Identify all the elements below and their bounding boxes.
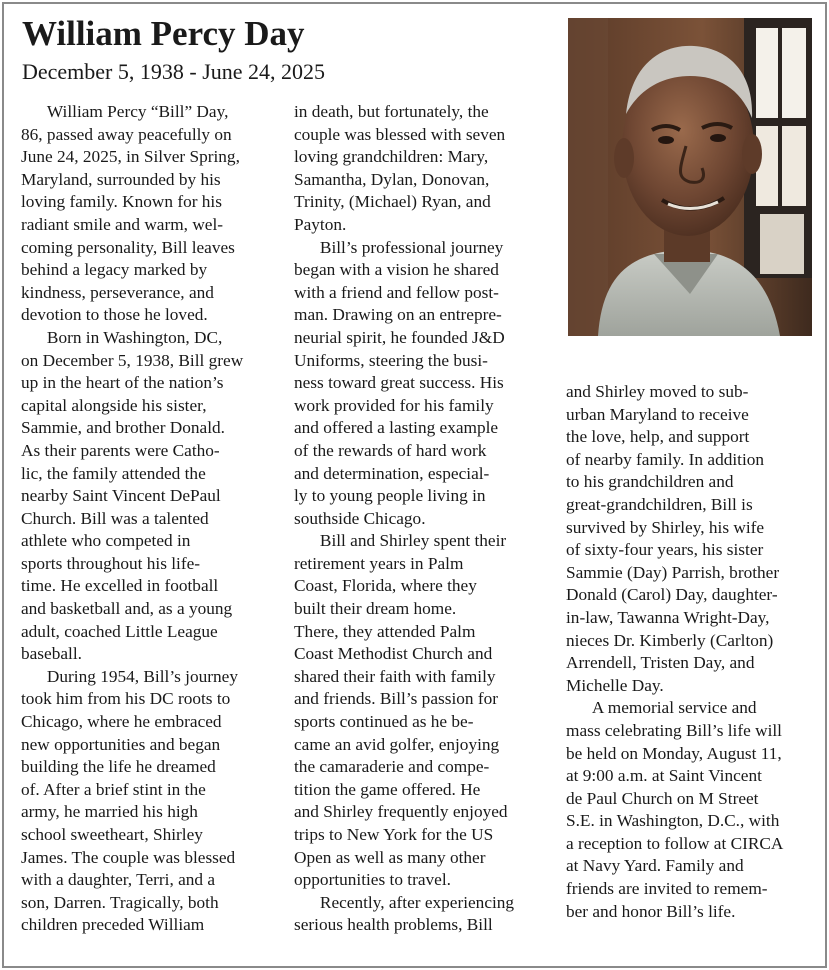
text-line: Maryland, surrounded by his	[21, 169, 221, 189]
text-line: couple was blessed with seven	[294, 124, 506, 144]
text-line: southside Chicago.	[294, 508, 426, 528]
text-line: June 24, 2025, in Silver Spring,	[21, 147, 240, 167]
text-line: opportunities to travel.	[294, 870, 451, 890]
text-line: Recently, after experiencing	[294, 892, 515, 912]
text-line: Arrendell, Tristen Day, and	[566, 653, 755, 673]
text-line: to his grandchildren and	[566, 472, 734, 492]
text-line: in-law, Tawanna Wright-Day,	[566, 607, 770, 627]
text-line: of sixty-four years, his sister	[566, 540, 764, 560]
text-line: adult, coached Little League	[21, 621, 218, 641]
text-line: retirement years in Palm	[294, 553, 464, 573]
text-line: Chicago, where he embraced	[21, 712, 222, 732]
text-line: Church. Bill was a talented	[21, 508, 209, 528]
text-line: and Shirley moved to sub-	[566, 382, 749, 401]
text-line: loving family. Known for his	[21, 192, 222, 212]
text-line: friends are invited to remem-	[566, 879, 768, 899]
text-line: loving grandchildren: Mary,	[294, 147, 489, 167]
text-column-2	[294, 101, 556, 937]
text-line: new opportunities and began	[21, 734, 221, 754]
text-line: in death, but fortunately, the	[294, 102, 489, 121]
text-line: Donald (Carol) Day, daughter-	[566, 585, 778, 605]
text-line: sports continued as he be-	[294, 712, 474, 732]
text-line: and offered a lasting example	[294, 418, 499, 438]
text-line: Born in Washington, DC,	[21, 327, 223, 347]
text-line: of. After a brief stint in the	[21, 779, 206, 799]
text-line: began with a vision he shared	[294, 260, 499, 280]
text-line: nieces Dr. Kimberly (Carlton)	[566, 630, 774, 650]
text-line: built their dream home.	[294, 599, 457, 619]
text-line: army, he married his high	[21, 802, 198, 822]
text-line: and friends. Bill’s passion for	[294, 689, 498, 709]
text-line: children preceded William	[21, 915, 205, 935]
text-line: shared their faith with family	[294, 666, 496, 686]
text-line: Uniforms, steering the busi-	[294, 350, 488, 370]
text-line: Bill and Shirley spent their	[294, 531, 507, 551]
text-line: As their parents were Catho-	[21, 440, 220, 460]
text-line: Open as well as many other	[294, 847, 486, 867]
text-line: During 1954, Bill’s journey	[21, 666, 238, 686]
text-line: up in the heart of the nation’s	[21, 373, 224, 393]
text-line: Bill’s professional journey	[294, 237, 504, 257]
text-column-3	[566, 381, 822, 923]
text-line: behind a legacy marked by	[21, 260, 208, 280]
text-line: great-grandchildren, Bill is	[566, 494, 753, 514]
text-line: Sammie (Day) Parrish, brother	[566, 562, 780, 582]
text-line: be held on Monday, August 11,	[566, 743, 782, 763]
text-line: the camaraderie and compe-	[294, 757, 490, 777]
text-line: urban Maryland to receive	[566, 404, 749, 424]
obituary-name: William Percy Day	[22, 14, 305, 53]
text-line: James. The couple was blessed	[21, 847, 236, 867]
portrait-image	[568, 18, 812, 336]
text-line: ly to young people living in	[294, 486, 486, 506]
obituary-dates: December 5, 1938 - June 24, 2025	[22, 59, 326, 84]
portrait-photo	[568, 18, 812, 336]
text-line: came an avid golfer, enjoying	[294, 734, 500, 754]
text-line: time. He excelled in football	[21, 576, 219, 596]
text-line: S.E. in Washington, D.C., with	[566, 811, 780, 831]
text-line: took him from his DC roots to	[21, 689, 231, 709]
text-line: work provided for his family	[294, 395, 494, 415]
text-line: the love, help, and support	[566, 427, 750, 447]
text-line: with a daughter, Terri, and a	[21, 870, 216, 890]
text-line: capital alongside his sister,	[21, 395, 207, 415]
text-line: neurial spirit, he founded J&D	[294, 327, 505, 347]
text-line: and basketball and, as a young	[21, 599, 233, 619]
text-line: trips to New York for the US	[294, 825, 494, 844]
text-line: nearby Saint Vincent DePaul	[21, 486, 221, 506]
text-line: on December 5, 1938, Bill grew	[21, 350, 244, 370]
text-line: a reception to follow at CIRCA	[566, 833, 784, 853]
text-line: tition the game offered. He	[294, 779, 481, 799]
text-line: coming personality, Bill leaves	[21, 237, 235, 257]
text-line: ness toward great success. His	[294, 373, 504, 393]
text-line: mass celebrating Bill’s life will	[566, 720, 782, 740]
text-line: at 9:00 a.m. at Saint Vincent	[566, 766, 762, 786]
text-line: school sweetheart, Shirley	[21, 825, 203, 844]
text-line: A memorial service and	[566, 698, 757, 718]
text-line: sports throughout his life-	[21, 553, 201, 573]
text-line: Michelle Day.	[566, 675, 664, 695]
text-line: serious health problems, Bill	[294, 915, 493, 935]
text-line: 86, passed away peacefully on	[21, 124, 232, 144]
text-line: Sammie, and brother Donald.	[21, 418, 225, 438]
text-line: lic, the family attended the	[21, 463, 206, 483]
text-line: William Percy “Bill” Day,	[21, 102, 229, 121]
text-line: of the rewards of hard work	[294, 440, 487, 460]
text-line: Coast Methodist Church and	[294, 644, 493, 664]
text-line: survived by Shirley, his wife	[566, 517, 765, 537]
text-line: and Shirley frequently enjoyed	[294, 802, 508, 822]
text-line: radiant smile and warm, wel-	[21, 214, 224, 234]
text-line: man. Drawing on an entrepre-	[294, 305, 502, 325]
text-line: with a friend and fellow post-	[294, 282, 499, 302]
text-line: Samantha, Dylan, Donovan,	[294, 169, 490, 189]
text-line: Trinity, (Michael) Ryan, and	[294, 192, 491, 212]
text-line: and determination, especial-	[294, 463, 490, 483]
text-line: ber and honor Bill’s life.	[566, 901, 736, 921]
text-line: of nearby family. In addition	[566, 449, 765, 469]
text-line: building the life he dreamed	[21, 757, 216, 777]
text-line: kindness, perseverance, and	[21, 282, 214, 302]
text-line: Payton.	[294, 214, 347, 234]
text-column-1	[21, 101, 283, 937]
text-line: Coast, Florida, where they	[294, 576, 477, 596]
text-line: devotion to those he loved.	[21, 305, 208, 325]
text-line: athlete who competed in	[21, 531, 191, 551]
text-line: son, Darren. Tragically, both	[21, 892, 219, 912]
text-line: There, they attended Palm	[294, 621, 476, 641]
text-line: baseball.	[21, 644, 82, 664]
text-line: de Paul Church on M Street	[566, 788, 759, 808]
text-line: at Navy Yard. Family and	[566, 856, 744, 876]
